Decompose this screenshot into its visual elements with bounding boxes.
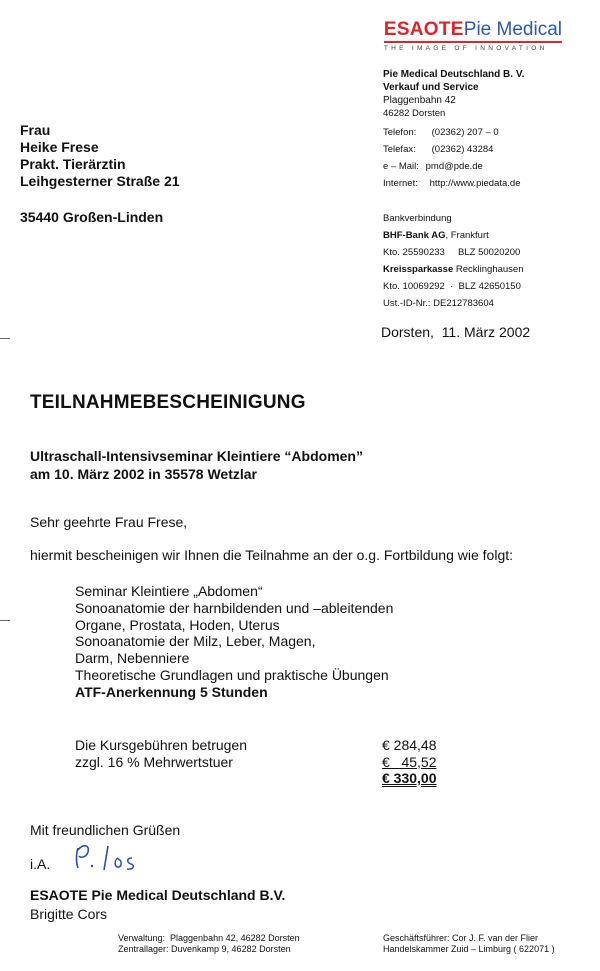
- ia-label: i.A.: [30, 856, 51, 872]
- course-item: Sonoanatomie der Milz, Leber, Magen,: [75, 633, 316, 650]
- fee-label-2: zzgl. 16 % Mehrwertstuer: [75, 753, 233, 770]
- contact-email: [383, 158, 520, 175]
- fee-total: € 330,00: [382, 770, 437, 786]
- contact-label: Telefon:: [383, 127, 417, 138]
- bank1-name: BHF-Bank AG: [383, 230, 446, 241]
- recipient-salutation: Frau: [20, 122, 51, 138]
- recipient-street: Leihgesterner Straße 21: [20, 173, 180, 189]
- bank1: [383, 227, 524, 244]
- contact-label: e – Mail:: [383, 161, 419, 172]
- contact-label: Telefax:: [383, 144, 416, 155]
- footer-administration: Verwaltung: Plaggenbahn 42, 46282 Dorsten: [118, 933, 300, 943]
- handwritten-signature: [72, 838, 152, 879]
- contact-value: (02362) 207 – 0: [431, 127, 499, 138]
- logo-tagline: THE IMAGE OF INNOVATION: [383, 45, 548, 52]
- contact-value: http://www.piedata.de: [429, 178, 521, 189]
- contact-internet: [383, 175, 520, 192]
- footer-director: Geschäftsführer: Cor J. F. van der Flier: [383, 933, 539, 943]
- intro-text: hiermit bescheinigen wir Ihnen die Teilnahme an der o.g. Fortbildung wie folgt:: [30, 547, 514, 563]
- contact-value: pmd@pde.de: [425, 161, 483, 172]
- logo-product: Pie Medical: [463, 19, 562, 40]
- course-items: [75, 583, 393, 701]
- signature-icon: [72, 838, 152, 874]
- letter-date: Dorsten, 11. März 2002: [381, 324, 531, 340]
- document-title: TEILNAHMEBESCHEINIGUNG: [30, 392, 306, 413]
- recipient-title: Prakt. Tierärztin: [20, 156, 126, 172]
- footer-warehouse: Zentrallager: Duvenkamp 9, 46282 Dorsten: [118, 944, 291, 954]
- bank1-city: , Frankfurt: [445, 230, 489, 241]
- bank-heading: Bankverbindung: [383, 213, 452, 224]
- fold-mark: [0, 338, 10, 339]
- course-item: Organe, Prostata, Hoden, Uterus: [75, 616, 280, 633]
- course-item: Darm, Nebenniere: [75, 650, 190, 667]
- sender-department: Verkauf und Service: [383, 82, 479, 93]
- sender-address: [383, 68, 524, 107]
- sender-company: Pie Medical Deutschland B. V.: [383, 69, 525, 80]
- company-logo: [384, 20, 562, 52]
- subject-line-2: am 10. März 2002 in 35578 Wetzlar: [30, 466, 257, 482]
- bank-details: [383, 210, 524, 312]
- footer-chamber: Handelskammer Zuid – Limburg ( 622071 ): [383, 944, 555, 954]
- course-item: Theoretische Grundlagen und praktische Übungen: [75, 666, 389, 683]
- sender-street: Plaggenbahn 42: [383, 95, 456, 106]
- footer-right: [383, 933, 555, 955]
- vat-id: Ust.-ID-Nr.: DE212783604: [383, 298, 494, 309]
- sender-city: 46282 Dorsten: [383, 108, 446, 119]
- contact-phone: [383, 124, 520, 141]
- contact-fax: [383, 141, 520, 158]
- accreditation: ATF-Anerkennung 5 Stunden: [75, 683, 268, 700]
- recipient-city: 35440 Großen-Linden: [20, 209, 164, 225]
- bank2: [383, 261, 524, 278]
- fee-amount-1: € 284,48: [382, 737, 437, 753]
- bank1-account: Kto. 25590233 BLZ 50020200: [383, 247, 521, 258]
- greeting: Sehr geehrte Frau Frese,: [30, 514, 188, 530]
- bank2-account: Kto. 10069292 · BLZ 42650150: [383, 281, 521, 292]
- bank2-name: Kreissparkasse: [383, 264, 454, 275]
- course-item: Sonoanatomie der harnbildenden und –ableitenden: [75, 599, 394, 616]
- signature-name: Brigitte Cors: [30, 906, 108, 922]
- subject-line-1: Ultraschall-Intensivseminar Kleintiere “Abdomen”: [30, 448, 363, 464]
- contact-value: (02362) 43284: [431, 144, 494, 155]
- fee-amount-2: € 45,52: [382, 753, 437, 770]
- recipient-address: [20, 122, 180, 190]
- course-item: Seminar Kleintiere „Abdomen“: [75, 583, 263, 599]
- fold-mark: [0, 620, 10, 621]
- logo-rule: [384, 41, 562, 43]
- contact-label: Internet:: [383, 178, 418, 189]
- closing: Mit freundlichen Grüßen: [30, 822, 181, 838]
- fee-amounts: [382, 737, 437, 787]
- sender-contacts: [383, 124, 520, 192]
- footer-left: [118, 933, 300, 955]
- bank2-city: Recklinghausen: [453, 264, 524, 275]
- fee-label-1: Die Kursgebühren betrugen: [75, 737, 248, 753]
- signature-company: ESAOTE Pie Medical Deutschland B.V.: [30, 887, 286, 903]
- subject: [30, 447, 363, 483]
- fee-labels: [75, 737, 247, 770]
- logo-brand: ESAOTE: [383, 19, 464, 40]
- recipient-name: Heike Frese: [20, 139, 99, 155]
